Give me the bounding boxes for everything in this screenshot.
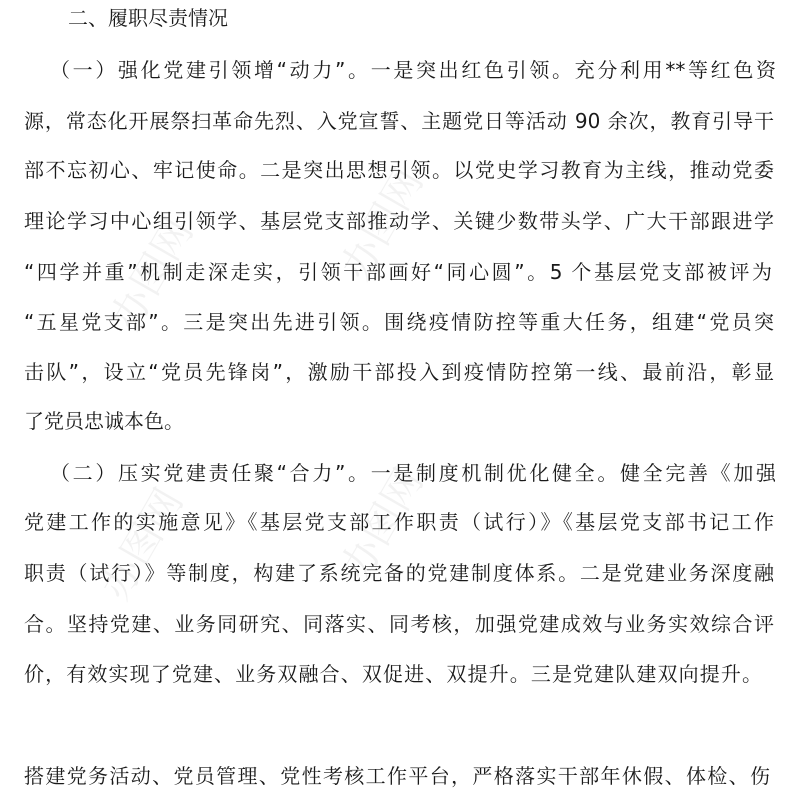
paragraph-line: 部不忘初心、牢记使命。二是突出思想引领。以党史学习教育为主线，推动党委 — [24, 158, 774, 182]
paragraph-line: 源，常态化开展祭扫革命先烈、入党宣誓、主题党日等活动 90 余次，教育引导干 — [24, 109, 774, 133]
paragraph-line: 职责（试行）》等制度，构建了系统完备的党建制度体系。二是党建业务深度融 — [24, 561, 774, 585]
watermark: 办图网 — [92, 480, 193, 608]
paragraph-line: 理论学习中心组引领学、基层党支部推动学、关键少数带头学、广大干部跟进学 — [24, 209, 774, 233]
paragraph-line: 党建工作的实施意见》《基层党支部工作职责（试行）》《基层党支部书记工作 — [24, 510, 774, 534]
paragraph-line: “四学并重”机制走深走实，引领干部画好“同心圆”。5 个基层党支部被评为 — [24, 260, 772, 284]
paragraph-line: （二）压实党建责任聚“合力”。一是制度机制优化健全。健全完善《加强 — [50, 461, 776, 485]
paragraph-line: “五星党支部”。三是突出先进引领。围绕疫情防控等重大任务，组建“党员突 — [24, 310, 774, 334]
watermark: 办图网 — [332, 160, 433, 288]
paragraph-line: 价，有效实现了党建、业务双融合、双促进、双提升。三是党建队建双向提升。 — [24, 662, 762, 686]
paragraph-line: 合。坚持党建、业务同研究、同落实、同考核，加强党建成效与业务实效综合评 — [24, 612, 774, 636]
paragraph-line: （一）强化党建引领增“动力”。一是突出红色引领。充分利用**等红色资 — [50, 58, 776, 82]
section-heading: 二、履职尽责情况 — [68, 6, 228, 30]
paragraph-line: 了党员忠诚本色。 — [24, 409, 184, 433]
paragraph-line: 击队”，设立“党员先锋岗”，激励干部投入到疫情防控第一线、最前沿，彰显 — [24, 360, 774, 384]
paragraph-line: 搭建党务活动、党员管理、党性考核工作平台，严格落实干部年休假、体检、伤 — [24, 764, 770, 788]
watermark: 办图网 — [102, 210, 203, 338]
watermark: 办图网 — [332, 460, 433, 588]
